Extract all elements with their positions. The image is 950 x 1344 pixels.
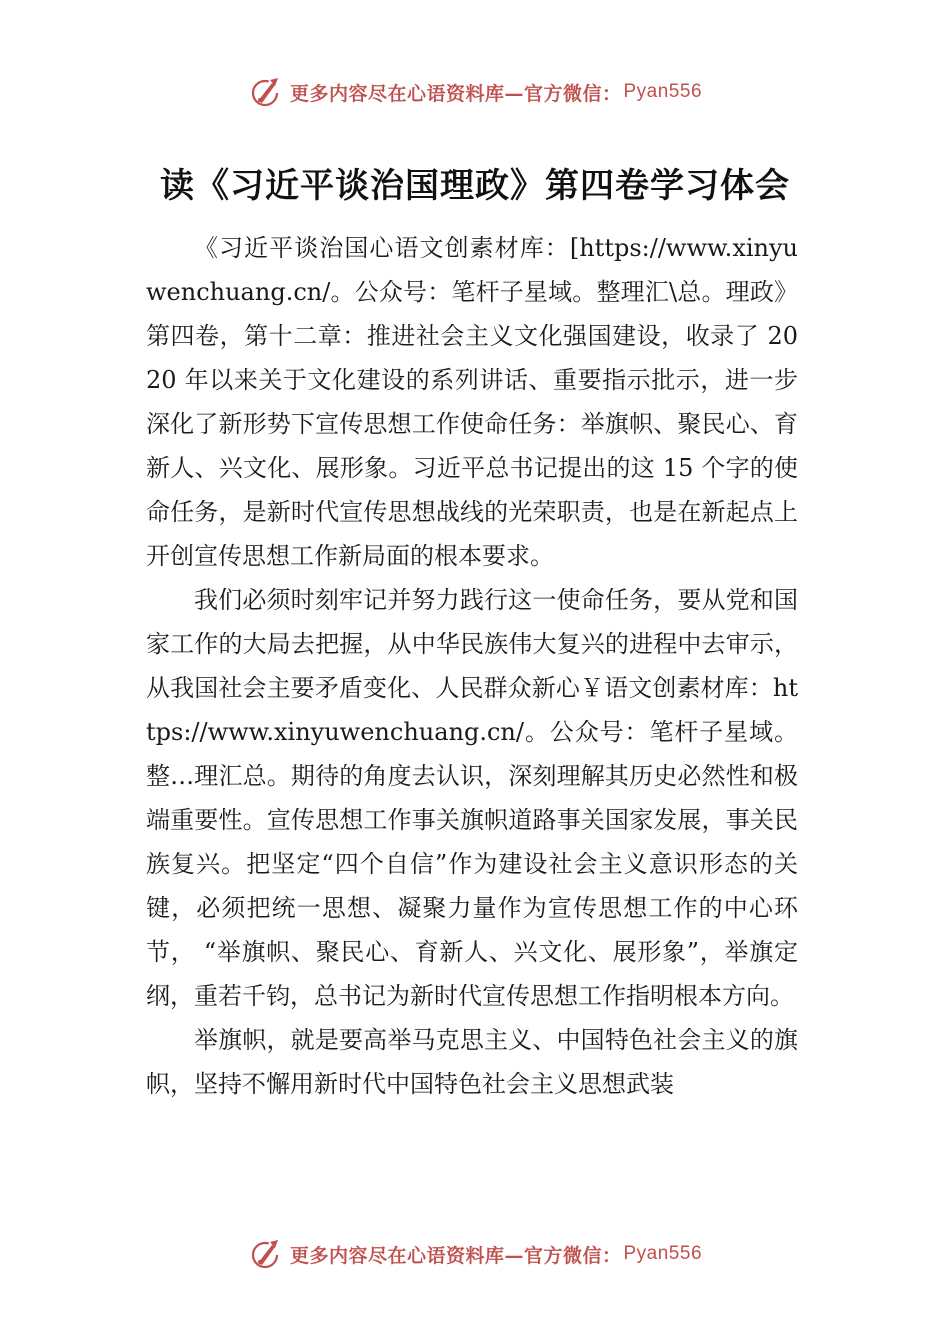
brush-logo-icon (248, 1236, 284, 1272)
paragraph: 《习近平谈治国心语文创素材库：[https://www.xinyuwenchuang.cn/。公众号：笔杆子星域。整理汇\总。理政》第四卷，第十二章：推进社会主义文化强国建设，收录了 2020 年以来关于文化建设的系列讲话、重要指示批示，进一步深化了新形势下宣传思想工作使命任务：举旗帜、聚民心、育新人、兴文化、展形象。习近平总书记提出的这 15 个字的使命任务，是新时代宣传思想战线的光荣职责，也是在新起点上开创宣传思想工作新局面的根本要求。 (146, 234, 798, 570)
footer-banner (0, 1234, 950, 1274)
page-title: 读《习近平谈治国理政》第四卷学习体会 (160, 166, 790, 206)
banner-slogan: 更多内容尽在心语资料库—官方微信： (289, 1244, 622, 1267)
article-body (146, 226, 798, 1106)
banner-wechat-handle: Pyan556 (623, 1243, 703, 1264)
paragraph: 我们必须时刻牢记并努力践行这一使命任务，要从党和国家工作的大局去把握，从中华民族伟大复兴的进程中去审示，从我国社会主要矛盾变化、人民群众新心￥语文创素材库：https://www.xinyuwenchuang.cn/。公众号：笔杆子星域。整…理汇总。期待的角度去认识，深刻理解其历史必然性和极端重要性。宣传思想工作事关旗帜道路事关国家发展，事关民族复兴。把坚定“四个自信”作为建设社会主义意识形态的关键，必须把统一思想、凝聚力量作为宣传思想工作的中心环节， “举旗帜、聚民心、育新人、兴文化、展形象”，举旗定纲，重若千钧，总书记为新时代宣传思想工作指明根本方向。 (146, 586, 798, 1010)
header-banner (0, 72, 950, 112)
paragraph: 举旗帜，就是要高举马克思主义、中国特色社会主义的旗帜，坚持不懈用新时代中国特色社会主义思想武装 (146, 1026, 798, 1098)
banner-slogan: 更多内容尽在心语资料库—官方微信： (289, 82, 622, 105)
banner-wechat-handle: Pyan556 (623, 81, 703, 102)
brush-logo-icon (248, 74, 284, 110)
